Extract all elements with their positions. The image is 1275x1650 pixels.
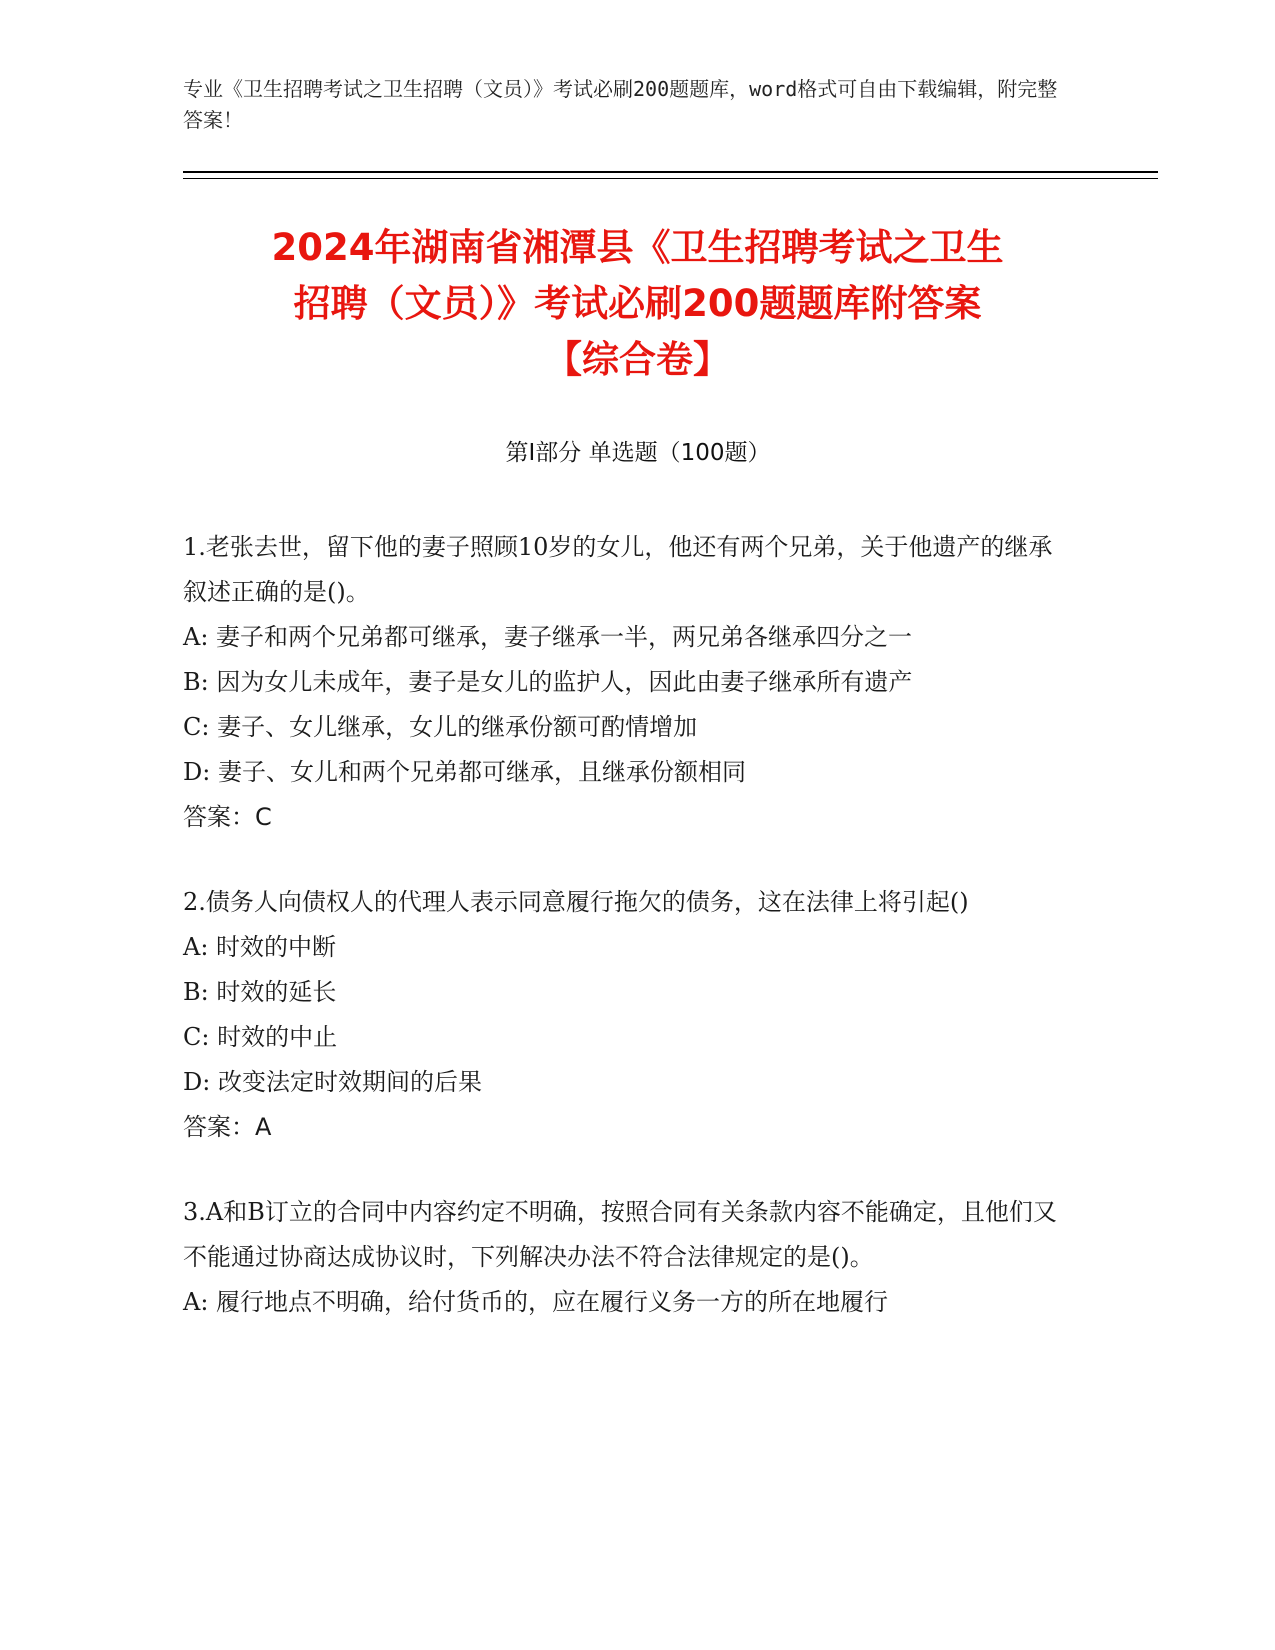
- question-2: [183, 880, 1073, 1150]
- option-b: B: 因为女儿未成年，妻子是女儿的监护人，因此由妻子继承所有遗产: [183, 668, 913, 696]
- option-c: C: 妻子、女儿继承，女儿的继承份额可酌情增加: [183, 713, 698, 741]
- question-1: [183, 525, 1073, 840]
- answer: 答案：C: [183, 803, 272, 831]
- title-line-1: 2024年湖南省湘潭县《卫生招聘考试之卫生: [271, 226, 1004, 269]
- header-divider: [183, 171, 1158, 173]
- header-divider-thin: [183, 178, 1158, 179]
- option-a: A: 妻子和两个兄弟都可继承，妻子继承一半，两兄弟各继承四分之一: [183, 623, 913, 651]
- option-b: B: 时效的延长: [183, 978, 337, 1006]
- option-d: D: 妻子、女儿和两个兄弟都可继承，且继承份额相同: [183, 758, 746, 786]
- question-text: 1.老张去世，留下他的妻子照顾10岁的女儿，他还有两个兄弟，关于他遗产的继承叙述正确的是()。: [183, 533, 1053, 606]
- section-title: 第I部分 单选题（100题）: [505, 440, 771, 466]
- option-d: D: 改变法定时效期间的后果: [183, 1068, 482, 1096]
- question-list: [183, 525, 1073, 1325]
- option-c: C: 时效的中止: [183, 1023, 338, 1051]
- document-title: [160, 220, 1115, 388]
- option-a: A: 履行地点不明确，给付货币的，应在履行义务一方的所在地履行: [183, 1288, 889, 1316]
- option-a: A: 时效的中断: [183, 933, 337, 961]
- question-text: 3.A和B订立的合同中内容约定不明确，按照合同有关条款内容不能确定，且他们又不能通过协商达成协议时，下列解决办法不符合法律规定的是()。: [183, 1198, 1057, 1271]
- title-line-3: 【综合卷】: [545, 338, 730, 381]
- intro-text: 专业《卫生招聘考试之卫生招聘（文员）》考试必刷200题题库，word格式可自由下载编辑，附完整答案！: [183, 77, 1058, 132]
- question-text: 2.债务人向债权人的代理人表示同意履行拖欠的债务，这在法律上将引起(): [183, 888, 969, 916]
- title-line-2: 招聘（文员）》考试必刷200题题库附答案: [293, 282, 982, 325]
- question-3: [183, 1190, 1073, 1325]
- answer: 答案：A: [183, 1113, 272, 1141]
